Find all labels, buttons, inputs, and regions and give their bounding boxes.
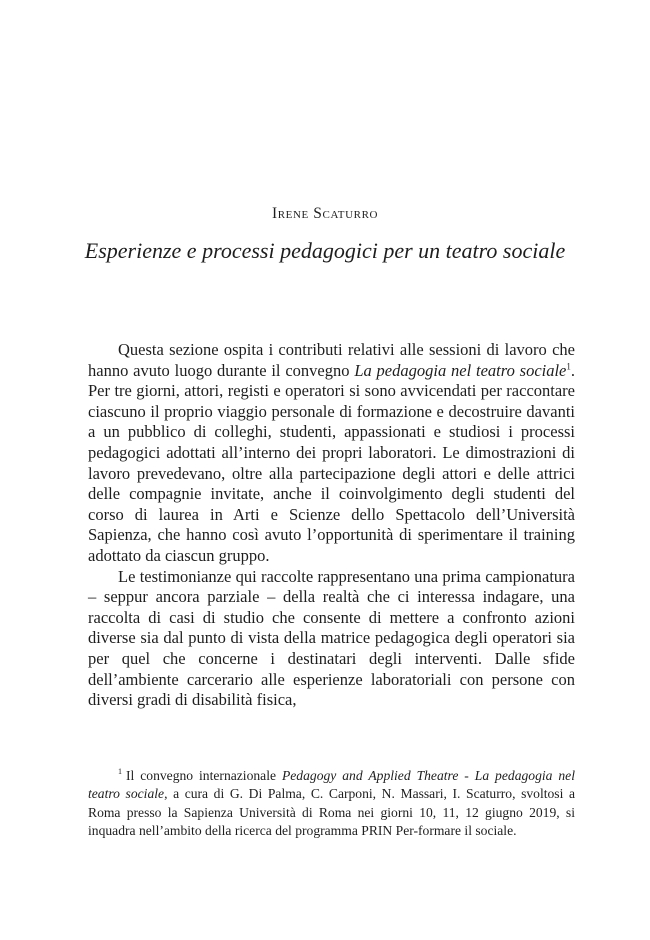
paragraph-1-text-b: . Per tre giorni, attori, registi e operatori si sono avvicendati per raccontare ciascuno il proprio viaggio personale di formazione e decostruire davanti a un pubblico di colleghi, studenti, appassionati e studiosi i processi pedagogici adottati all’interno dei propri laboratori. Le dimostrazioni di lavoro prevedevano, oltre alla partecipazione degli attori e delle attrici delle compagnie invitate, anche il coinvolgimento degli studenti del corso di laurea in Arti e Scienze dello Spettacolo dell’Università Sapienza, che hanno così avuto l’opportunità di sperimentare il training adottato da ciascun gruppo. (88, 360, 576, 565)
paragraph-1 (88, 340, 575, 567)
conference-title: La pedagogia nel teatro sociale (354, 360, 567, 380)
footnote (88, 767, 575, 840)
footnote-number: 1 (118, 767, 122, 777)
paragraph-2: Le testimonianze qui raccolte rappresentano una prima campionatura – seppur ancora parziale – della realtà che ci interessa indagare, una raccolta di casi di studio che consente di mettere a confronto azioni diverse sia dal punto di vista della matrice pedagogica degli operatori sia per quel che concerne i destinatari degli interventi. Dalle sfide dell’ambiente carcerario alle esperienze laboratoriali con persone con diversi gradi di disabilità fisica, (88, 566, 575, 710)
footnote-text-a: Il convegno internazionale (126, 768, 282, 783)
article-title: Esperienze e processi pedagogici per un teatro sociale (84, 238, 566, 263)
author-name: Irene Scaturro (271, 205, 379, 222)
footnote-reference[interactable]: 1 (566, 361, 571, 372)
footnote-text-b: , a cura di G. Di Palma, C. Carponi, N. Massari, I. Scaturro, svoltosi a Roma presso la Sapienza Università di Roma nei giorni 10, 11, 12 giugno 2019, si inquadra nell’ambito della ricerca del programma PRIN Per-formare il sociale. (88, 786, 576, 838)
paragraph-1-text-a: Questa sezione ospita i contributi relativi alle sessioni di lavoro che hanno avuto luogo durante il convegno (88, 340, 575, 380)
footnote-conference-title: Pedagogy and Applied Theatre - La pedagogia nel teatro sociale (88, 768, 575, 802)
body-text (88, 340, 575, 711)
